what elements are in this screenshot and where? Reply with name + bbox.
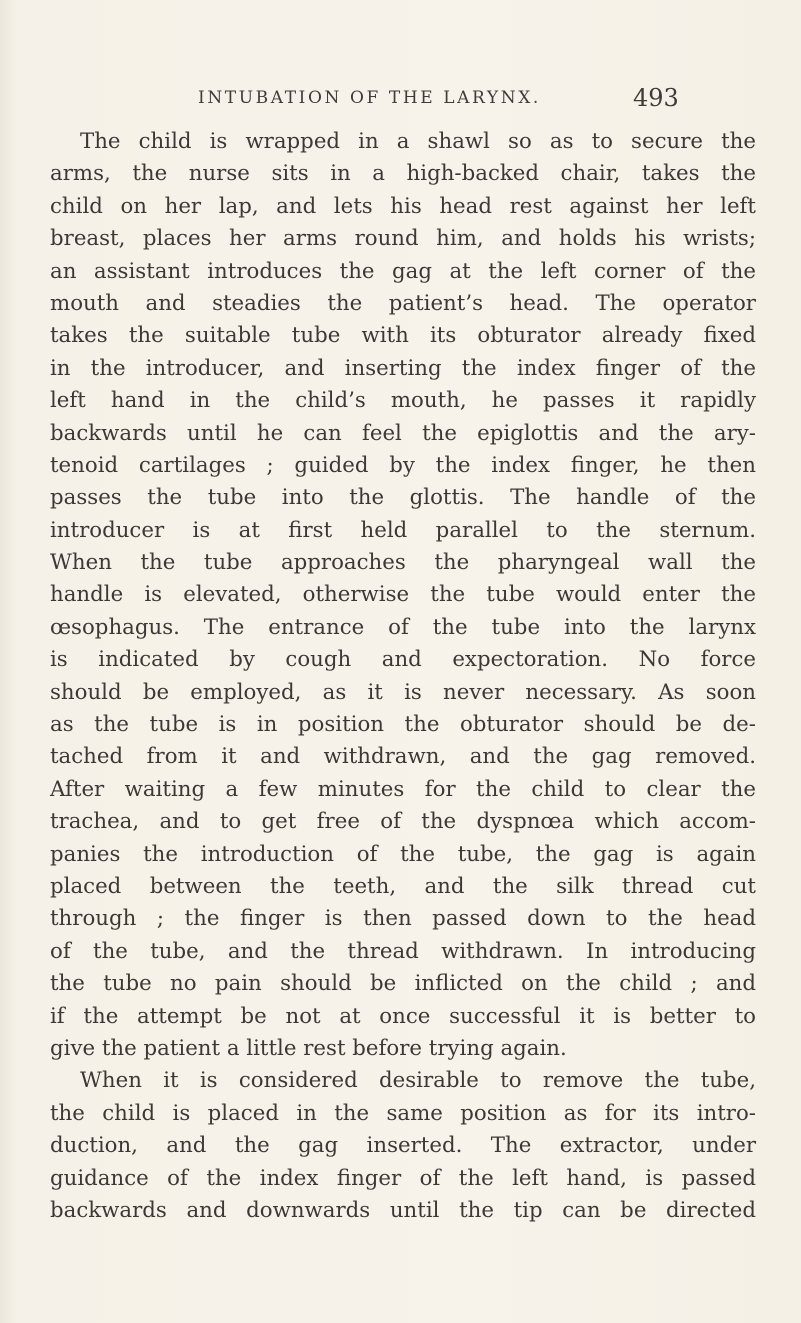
- text-line: takes the suitable tube with its obturator already fixed: [50, 323, 756, 349]
- text-line: of the tube, and the thread withdrawn. In introducing: [50, 938, 756, 964]
- text-line: placed between the teeth, and the silk thread cut: [50, 873, 756, 899]
- text-line: The child is wrapped in a shawl so as to secure the: [80, 129, 756, 154]
- text-line: breast, places her arms round him, and holds his wrists;: [50, 226, 756, 252]
- text-line: as the tube is in position the obturator should be de-: [50, 712, 756, 738]
- text-line: œsophagus. The entrance of the tube into the larynx: [50, 614, 756, 640]
- text-line: duction, and the gag inserted. The extractor, under: [50, 1133, 756, 1159]
- text-line: mouth and steadies the patient’s head. The operator: [50, 290, 756, 316]
- text-line: in the introducer, and inserting the index finger of the: [50, 355, 756, 381]
- text-line: left hand in the child’s mouth, he passes it rapidly: [50, 388, 756, 414]
- text-line: trachea, and to get free of the dyspnœa which accom-: [50, 809, 756, 835]
- text-line: through ; the finger is then passed down to the head: [50, 906, 756, 932]
- text-line: backwards until he can feel the epiglottis and the ary-: [50, 420, 756, 446]
- text-line: the tube no pain should be inflicted on the child ; and: [50, 971, 756, 997]
- page-header: [0, 84, 801, 118]
- text-line: When the tube approaches the pharyngeal wall the: [50, 550, 756, 576]
- text-line: When it is considered desirable to remove the tube,: [80, 1068, 756, 1094]
- page-number: 493: [633, 84, 679, 112]
- text-line: After waiting a few minutes for the child to clear the: [50, 776, 756, 802]
- text-line: the child is placed in the same position as for its intro-: [50, 1100, 756, 1126]
- text-line: should be employed, as it is never necessary. As soon: [50, 679, 756, 705]
- text-line: tached from it and withdrawn, and the gag removed.: [50, 744, 756, 770]
- text-line: introducer is at first held parallel to the sternum.: [50, 517, 756, 543]
- text-line: if the attempt be not at once successful it is better to: [50, 1003, 756, 1029]
- text-line: arms, the nurse sits in a high-backed chair, takes the: [50, 161, 756, 187]
- text-line: an assistant introduces the gag at the left corner of the: [50, 258, 756, 284]
- text-line: give the patient a little rest before trying again.: [50, 1035, 567, 1061]
- text-line: guidance of the index finger of the left hand, is passed: [50, 1165, 756, 1191]
- text-line: child on her lap, and lets his head rest against her left: [50, 193, 756, 219]
- body-text: [50, 126, 756, 1227]
- text-line: tenoid cartilages ; guided by the index finger, he then: [50, 452, 756, 478]
- text-line: panies the introduction of the tube, the gag is again: [50, 841, 756, 867]
- text-line: passes the tube into the glottis. The handle of the: [50, 485, 756, 511]
- text-line: is indicated by cough and expectoration. No force: [50, 647, 756, 673]
- text-line: backwards and downwards until the tip can be directed: [50, 1197, 756, 1223]
- text-line: handle is elevated, otherwise the tube would enter the: [50, 582, 756, 608]
- running-head: INTUBATION OF THE LARYNX.: [198, 88, 541, 108]
